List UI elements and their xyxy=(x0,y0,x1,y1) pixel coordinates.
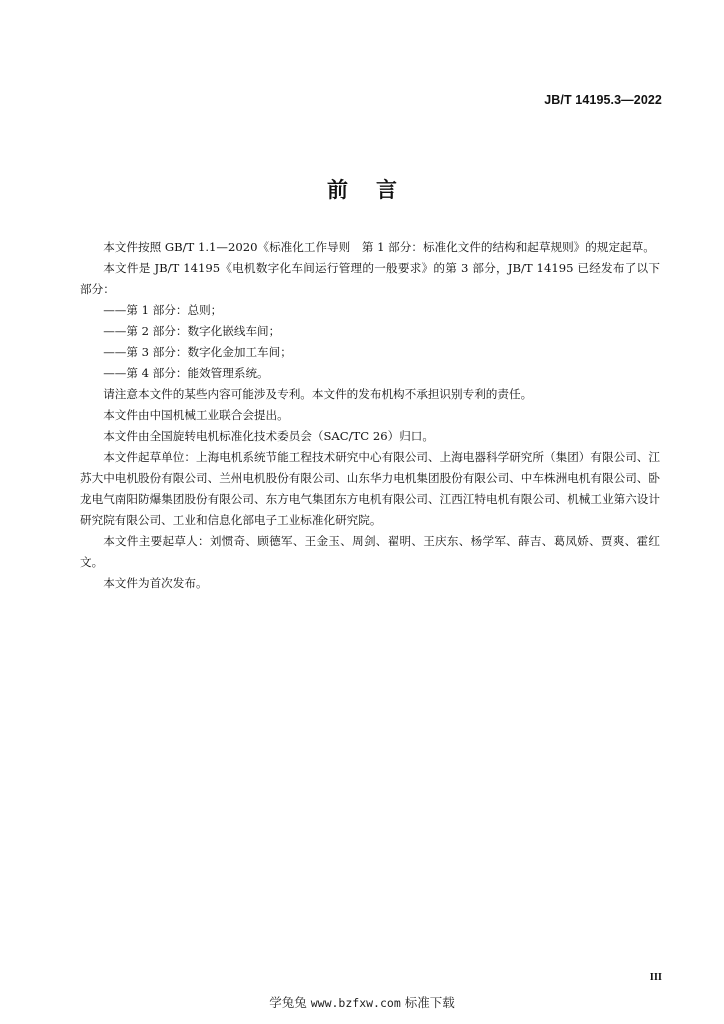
watermark-slogan: 标准下载 xyxy=(404,995,455,1010)
paragraph-patent-notice: 请注意本文件的某些内容可能涉及专利。本文件的发布机构不承担识别专利的责任。 xyxy=(103,387,533,401)
list-item-part-4: ——第 4 部分：能效管理系统。 xyxy=(103,366,269,380)
foreword-body xyxy=(80,237,660,594)
paragraph-drafting-units: 本文件起草单位：上海电机系统节能工程技术研究中心有限公司、上海电器科学研究所（集团）有限公司、江苏大中电机股份有限公司、兰州电机股份有限公司、山东华力电机集团股份有限公司、中车株洲电机有限公司、卧龙电气南阳防爆集团股份有限公司、东方电气集团东方电机有限公司、江西江特电机有限公司、机械工业第六设计研究院有限公司、工业和信息化部电子工业标准化研究院。 xyxy=(80,450,660,527)
standard-number: JB/T 14195.3—2022 xyxy=(544,93,662,107)
list-item-part-3: ——第 3 部分：数字化金加工车间； xyxy=(103,345,292,359)
paragraph-series-intro: 本文件是 JB/T 14195《电机数字化车间运行管理的一般要求》的第 3 部分，JB/T 14195 已经发布了以下部分： xyxy=(80,261,660,296)
watermark xyxy=(0,993,724,1011)
paragraph-proposer: 本文件由中国机械工业联合会提出。 xyxy=(103,408,289,422)
watermark-url[interactable]: www.bzfxw.com xyxy=(310,996,401,1010)
paragraph-first-release: 本文件为首次发布。 xyxy=(103,576,208,590)
watermark-site-name: 学兔兔 xyxy=(269,995,307,1010)
list-item-part-1: ——第 1 部分：总则； xyxy=(103,303,223,317)
paragraph-drafting-rules: 本文件按照 GB/T 1.1—2020《标准化工作导则 第 1 部分：标准化文件的结构和起草规则》的规定起草。 xyxy=(103,240,655,254)
page-title: 前言 xyxy=(327,178,425,202)
paragraph-drafters: 本文件主要起草人：刘惯奇、顾德军、王金玉、周剑、翟明、王庆东、杨学军、薛吉、葛凤娇、贾爽、霍红文。 xyxy=(80,534,660,569)
paragraph-responsible-committee: 本文件由全国旋转电机标准化技术委员会（SAC/TC 26）归口。 xyxy=(103,429,434,443)
page-number: III xyxy=(649,972,662,983)
list-item-part-2: ——第 2 部分：数字化嵌线车间； xyxy=(103,324,281,338)
